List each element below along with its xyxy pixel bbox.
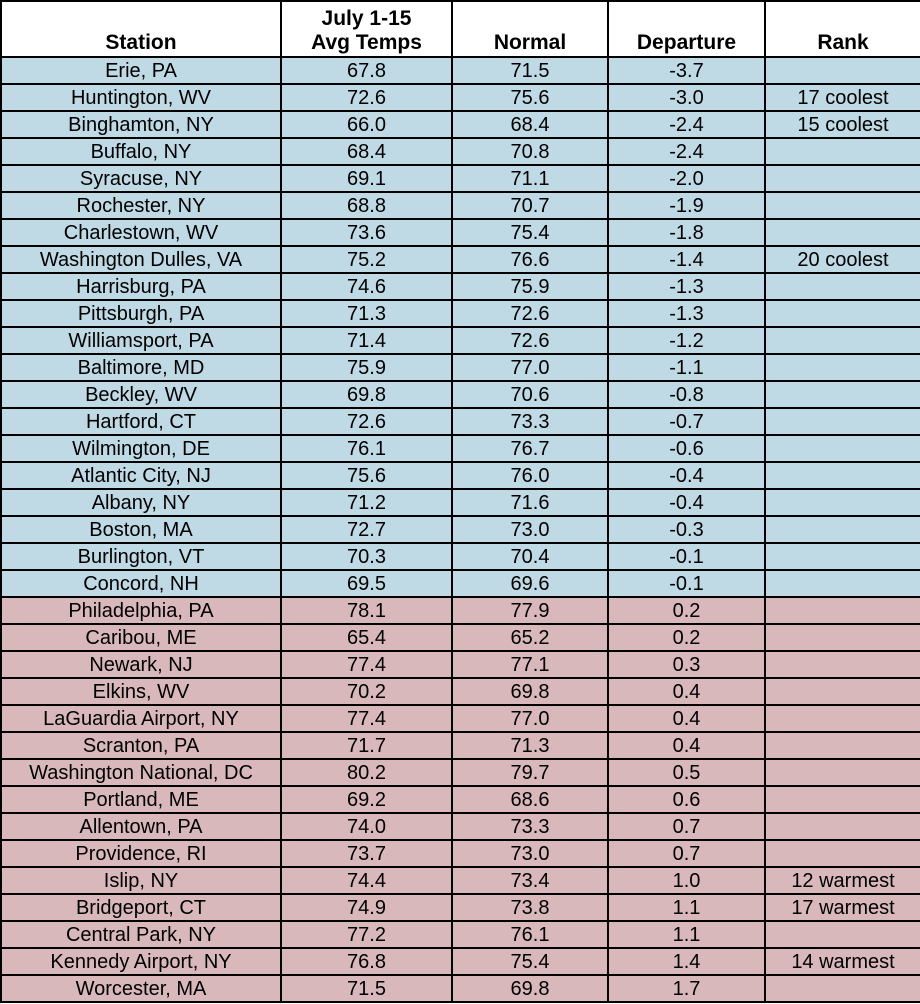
departure-cell: -1.1 (608, 354, 765, 381)
avg-temp-cell: 69.8 (281, 381, 452, 408)
rank-cell (765, 408, 920, 435)
table-row (1, 651, 920, 678)
avg-temp-cell: 71.5 (281, 975, 452, 1002)
table-row (1, 813, 920, 840)
rank-cell (765, 489, 920, 516)
departure-cell: 1.1 (608, 894, 765, 921)
table-body (1, 57, 920, 1002)
header-departure: Departure (608, 1, 765, 57)
avg-temp-cell: 68.4 (281, 138, 452, 165)
avg-temp-cell: 74.9 (281, 894, 452, 921)
table-row (1, 192, 920, 219)
rank-cell: 20 coolest (765, 246, 920, 273)
avg-temp-cell: 72.6 (281, 84, 452, 111)
station-cell: Wilmington, DE (1, 435, 281, 462)
normal-cell: 73.4 (452, 867, 608, 894)
departure-cell: -0.8 (608, 381, 765, 408)
station-cell: Washington Dulles, VA (1, 246, 281, 273)
rank-cell (765, 192, 920, 219)
station-cell: Washington National, DC (1, 759, 281, 786)
normal-cell: 70.6 (452, 381, 608, 408)
avg-temp-cell: 73.6 (281, 219, 452, 246)
departure-cell: 0.7 (608, 840, 765, 867)
rank-cell (765, 813, 920, 840)
table-row (1, 732, 920, 759)
header-row (1, 1, 920, 57)
departure-cell: -0.6 (608, 435, 765, 462)
departure-cell: 1.0 (608, 867, 765, 894)
rank-cell (765, 516, 920, 543)
station-cell: Providence, RI (1, 840, 281, 867)
departure-cell: 1.4 (608, 948, 765, 975)
rank-cell (765, 354, 920, 381)
normal-cell: 68.4 (452, 111, 608, 138)
avg-temp-cell: 77.4 (281, 651, 452, 678)
table-row (1, 705, 920, 732)
table-row (1, 219, 920, 246)
rank-cell (765, 624, 920, 651)
rank-cell (765, 462, 920, 489)
departure-cell: -0.4 (608, 489, 765, 516)
rank-cell (765, 435, 920, 462)
avg-temp-cell: 71.4 (281, 327, 452, 354)
departure-cell: -0.3 (608, 516, 765, 543)
normal-cell: 73.3 (452, 813, 608, 840)
table-row (1, 300, 920, 327)
station-cell: Central Park, NY (1, 921, 281, 948)
rank-cell (765, 543, 920, 570)
departure-cell: -1.4 (608, 246, 765, 273)
station-cell: Allentown, PA (1, 813, 281, 840)
departure-cell: -1.9 (608, 192, 765, 219)
header-station: Station (1, 1, 281, 57)
avg-temp-cell: 70.3 (281, 543, 452, 570)
normal-cell: 79.7 (452, 759, 608, 786)
normal-cell: 75.9 (452, 273, 608, 300)
table-row (1, 327, 920, 354)
avg-temp-cell: 65.4 (281, 624, 452, 651)
station-cell: Portland, ME (1, 786, 281, 813)
avg-temp-cell: 74.0 (281, 813, 452, 840)
departure-cell: -3.7 (608, 57, 765, 84)
avg-temp-cell: 74.4 (281, 867, 452, 894)
avg-temp-cell: 74.6 (281, 273, 452, 300)
station-cell: Kennedy Airport, NY (1, 948, 281, 975)
avg-temp-cell: 67.8 (281, 57, 452, 84)
avg-temp-cell: 70.2 (281, 678, 452, 705)
table-row (1, 381, 920, 408)
station-cell: Islip, NY (1, 867, 281, 894)
table-row (1, 840, 920, 867)
station-cell: Charlestown, WV (1, 219, 281, 246)
station-cell: Atlantic City, NJ (1, 462, 281, 489)
rank-cell (765, 570, 920, 597)
rank-cell (765, 300, 920, 327)
avg-temp-cell: 77.4 (281, 705, 452, 732)
avg-temp-cell: 72.7 (281, 516, 452, 543)
departure-cell: 0.3 (608, 651, 765, 678)
station-cell: Bridgeport, CT (1, 894, 281, 921)
rank-cell (765, 786, 920, 813)
avg-temp-cell: 69.2 (281, 786, 452, 813)
normal-cell: 77.9 (452, 597, 608, 624)
table-row (1, 867, 920, 894)
normal-cell: 76.1 (452, 921, 608, 948)
departure-cell: -0.4 (608, 462, 765, 489)
departure-cell: 0.7 (608, 813, 765, 840)
rank-cell (765, 273, 920, 300)
normal-cell: 72.6 (452, 327, 608, 354)
header-avg-temps: July 1-15 Avg Temps (281, 1, 452, 57)
normal-cell: 71.6 (452, 489, 608, 516)
departure-cell: -2.4 (608, 111, 765, 138)
table-row (1, 624, 920, 651)
normal-cell: 77.0 (452, 705, 608, 732)
table-row (1, 570, 920, 597)
table-row (1, 165, 920, 192)
departure-cell: -3.0 (608, 84, 765, 111)
normal-cell: 73.8 (452, 894, 608, 921)
normal-cell: 76.7 (452, 435, 608, 462)
station-cell: Binghamton, NY (1, 111, 281, 138)
station-cell: Caribou, ME (1, 624, 281, 651)
station-cell: Pittsburgh, PA (1, 300, 281, 327)
normal-cell: 71.3 (452, 732, 608, 759)
avg-temp-cell: 80.2 (281, 759, 452, 786)
departure-cell: 0.4 (608, 705, 765, 732)
station-cell: Buffalo, NY (1, 138, 281, 165)
station-cell: Scranton, PA (1, 732, 281, 759)
departure-cell: 0.4 (608, 732, 765, 759)
station-cell: Harrisburg, PA (1, 273, 281, 300)
station-cell: Huntington, WV (1, 84, 281, 111)
rank-cell: 17 warmest (765, 894, 920, 921)
avg-temp-cell: 78.1 (281, 597, 452, 624)
station-cell: Elkins, WV (1, 678, 281, 705)
table-row (1, 786, 920, 813)
avg-temp-cell: 68.8 (281, 192, 452, 219)
normal-cell: 71.5 (452, 57, 608, 84)
normal-cell: 72.6 (452, 300, 608, 327)
normal-cell: 65.2 (452, 624, 608, 651)
avg-temp-cell: 76.1 (281, 435, 452, 462)
table-row (1, 975, 920, 1002)
avg-temp-cell: 69.5 (281, 570, 452, 597)
normal-cell: 76.0 (452, 462, 608, 489)
table-row (1, 597, 920, 624)
rank-cell (765, 732, 920, 759)
table-row (1, 246, 920, 273)
normal-cell: 77.1 (452, 651, 608, 678)
normal-cell: 70.4 (452, 543, 608, 570)
table-row (1, 354, 920, 381)
header-rank: Rank (765, 1, 920, 57)
station-cell: Concord, NH (1, 570, 281, 597)
normal-cell: 77.0 (452, 354, 608, 381)
station-cell: Baltimore, MD (1, 354, 281, 381)
rank-cell (765, 381, 920, 408)
station-cell: Hartford, CT (1, 408, 281, 435)
station-cell: Syracuse, NY (1, 165, 281, 192)
rank-cell (765, 165, 920, 192)
station-cell: Erie, PA (1, 57, 281, 84)
normal-cell: 75.4 (452, 219, 608, 246)
normal-cell: 70.8 (452, 138, 608, 165)
table-row (1, 543, 920, 570)
departure-cell: -1.2 (608, 327, 765, 354)
departure-cell: 0.4 (608, 678, 765, 705)
table-row (1, 921, 920, 948)
table-row (1, 759, 920, 786)
normal-cell: 75.6 (452, 84, 608, 111)
rank-cell (765, 705, 920, 732)
avg-temp-cell: 66.0 (281, 111, 452, 138)
station-cell: Newark, NJ (1, 651, 281, 678)
avg-temp-cell: 71.3 (281, 300, 452, 327)
normal-cell: 69.6 (452, 570, 608, 597)
departure-cell: -2.4 (608, 138, 765, 165)
normal-cell: 73.0 (452, 840, 608, 867)
table-row (1, 678, 920, 705)
station-cell: LaGuardia Airport, NY (1, 705, 281, 732)
avg-temp-cell: 76.8 (281, 948, 452, 975)
normal-cell: 71.1 (452, 165, 608, 192)
station-cell: Burlington, VT (1, 543, 281, 570)
avg-temp-cell: 71.7 (281, 732, 452, 759)
departure-cell: -0.7 (608, 408, 765, 435)
station-cell: Albany, NY (1, 489, 281, 516)
avg-temp-cell: 71.2 (281, 489, 452, 516)
rank-cell (765, 597, 920, 624)
rank-cell (765, 219, 920, 246)
avg-temp-cell: 75.6 (281, 462, 452, 489)
table-row (1, 948, 920, 975)
table-row (1, 84, 920, 111)
normal-cell: 70.7 (452, 192, 608, 219)
rank-cell (765, 759, 920, 786)
station-cell: Philadelphia, PA (1, 597, 281, 624)
rank-cell (765, 840, 920, 867)
table-row (1, 273, 920, 300)
departure-cell: -0.1 (608, 570, 765, 597)
rank-cell (765, 138, 920, 165)
normal-cell: 69.8 (452, 678, 608, 705)
rank-cell (765, 57, 920, 84)
station-cell: Worcester, MA (1, 975, 281, 1002)
table-row (1, 489, 920, 516)
rank-cell: 12 warmest (765, 867, 920, 894)
departure-cell: 1.1 (608, 921, 765, 948)
rank-cell: 14 warmest (765, 948, 920, 975)
normal-cell: 73.3 (452, 408, 608, 435)
avg-temp-cell: 69.1 (281, 165, 452, 192)
departure-cell: 0.6 (608, 786, 765, 813)
table-row (1, 57, 920, 84)
table-row (1, 111, 920, 138)
header-normal: Normal (452, 1, 608, 57)
avg-temp-cell: 77.2 (281, 921, 452, 948)
table-row (1, 408, 920, 435)
departure-cell: -0.1 (608, 543, 765, 570)
departure-cell: -1.8 (608, 219, 765, 246)
avg-temp-cell: 73.7 (281, 840, 452, 867)
avg-temp-cell: 75.9 (281, 354, 452, 381)
table-row (1, 138, 920, 165)
station-cell: Rochester, NY (1, 192, 281, 219)
departure-cell: -2.0 (608, 165, 765, 192)
rank-cell (765, 921, 920, 948)
table-row (1, 462, 920, 489)
station-cell: Beckley, WV (1, 381, 281, 408)
normal-cell: 73.0 (452, 516, 608, 543)
departure-cell: -1.3 (608, 273, 765, 300)
table-row (1, 516, 920, 543)
table-row (1, 894, 920, 921)
rank-cell: 15 coolest (765, 111, 920, 138)
normal-cell: 68.6 (452, 786, 608, 813)
departure-cell: 0.2 (608, 624, 765, 651)
avg-temp-cell: 75.2 (281, 246, 452, 273)
rank-cell (765, 651, 920, 678)
station-cell: Boston, MA (1, 516, 281, 543)
normal-cell: 69.8 (452, 975, 608, 1002)
normal-cell: 75.4 (452, 948, 608, 975)
departure-cell: -1.3 (608, 300, 765, 327)
rank-cell (765, 678, 920, 705)
rank-cell (765, 975, 920, 1002)
rank-cell (765, 327, 920, 354)
rank-cell: 17 coolest (765, 84, 920, 111)
station-cell: Williamsport, PA (1, 327, 281, 354)
departure-cell: 0.5 (608, 759, 765, 786)
table-row (1, 435, 920, 462)
departure-cell: 1.7 (608, 975, 765, 1002)
departure-cell: 0.2 (608, 597, 765, 624)
avg-temp-cell: 72.6 (281, 408, 452, 435)
normal-cell: 76.6 (452, 246, 608, 273)
